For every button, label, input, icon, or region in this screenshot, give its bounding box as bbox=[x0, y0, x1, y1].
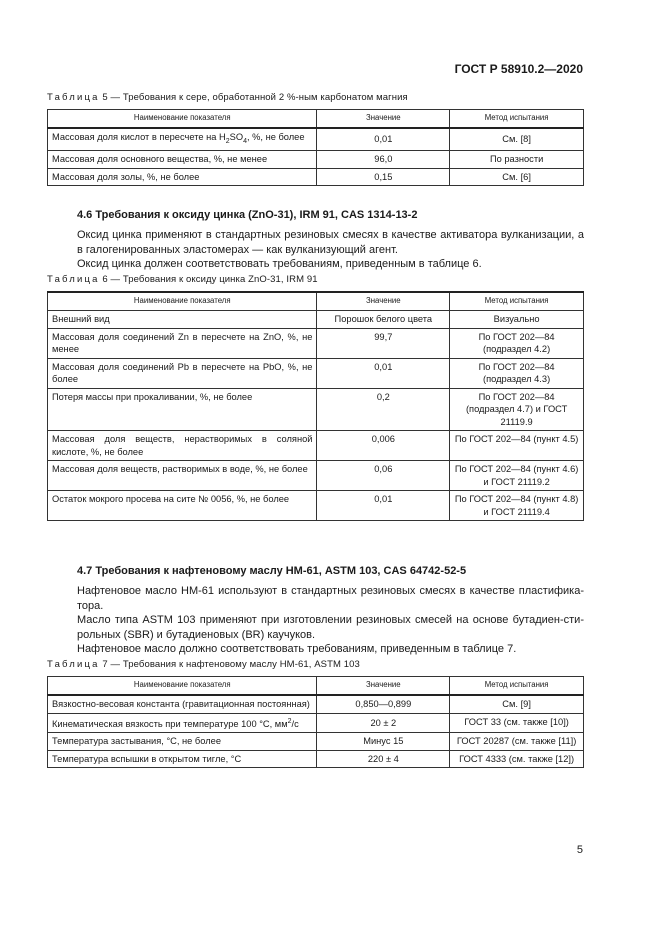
table5-caption bbox=[47, 92, 408, 103]
table5-row1-value: 0,01 bbox=[317, 128, 450, 151]
section-4-7-paragraph-1: Нафтеновое масло НМ-61 используют в стандартных резиновых смесях в качестве пластификатора. bbox=[77, 585, 584, 612]
table6-header-method: Метод испытания bbox=[450, 292, 584, 311]
document-code: ГОСТ Р 58910.2—2020 bbox=[454, 62, 583, 76]
section-4-6-paragraph-1: Оксид цинка применяют в стандартных резиновых смесях в качестве активатора вулканизации, а в галогенированных эластомерах — как вулканизующий агент. bbox=[77, 229, 584, 256]
table7-row2-value: 20 ± 2 bbox=[317, 713, 450, 733]
table5-caption-word: Таблица bbox=[47, 92, 100, 103]
table-row bbox=[48, 168, 584, 186]
table-row bbox=[48, 750, 584, 768]
table7-row3-name: Температура застывания, °С, не более bbox=[48, 733, 317, 751]
table5-header-method: Метод испытания bbox=[450, 110, 584, 129]
table6-row7-value: 0,01 bbox=[317, 491, 450, 521]
table6-header-name: Наименование показателя bbox=[48, 292, 317, 311]
table-row bbox=[48, 128, 584, 151]
table7-row2-name: Кинематическая вязкость при температуре 100 °С, $мм^2/с$ bbox=[48, 713, 317, 733]
section-4-7-title: 4.7 Требования к нафтеновому маслу НМ-61, ASTM 103, CAS 64742-52-5 bbox=[77, 565, 467, 577]
table7-caption bbox=[47, 659, 360, 670]
table6-row6-name: Массовая доля веществ, растворимых в воде, %, не более bbox=[48, 461, 317, 491]
table-row bbox=[48, 695, 584, 713]
table5-row3-value: 0,15 bbox=[317, 168, 450, 186]
section-4-6-paragraph-2: Оксид цинка должен соответствовать требованиям, приведенным в таблице 6. bbox=[77, 258, 482, 270]
table6-row2-method: По ГОСТ 202—84 (подраздел 4.2) bbox=[450, 328, 584, 358]
table6-row6-value: 0,06 bbox=[317, 461, 450, 491]
table6-row3-value: 0,01 bbox=[317, 358, 450, 388]
table7-header-value: Значение bbox=[317, 677, 450, 696]
table6-row7-name: Остаток мокрого просева на сите № 0056, %, не более bbox=[48, 491, 317, 521]
table5-row1-method: См. [8] bbox=[450, 128, 584, 151]
table7-row3-method: ГОСТ 20287 (см. также [11]) bbox=[450, 733, 584, 751]
table-row bbox=[48, 358, 584, 388]
table6 bbox=[47, 291, 584, 521]
section-4-7-paragraph-3: Нафтеновое масло должно соответствовать требованиям, приведенным в таблице 7. bbox=[77, 643, 517, 655]
table6-caption-text: 6 — Требования к оксиду цинка ZnO-31, IRM 91 bbox=[102, 274, 318, 285]
table6-row5-name: Массовая доля веществ, нерастворимых в соляной кислоте, %, не более bbox=[48, 431, 317, 461]
table7-row4-value: 220 ± 4 bbox=[317, 750, 450, 768]
table5-row3-method: См. [6] bbox=[450, 168, 584, 186]
table5-row3-name: Массовая доля золы, %, не более bbox=[48, 168, 317, 186]
table5-header-value: Значение bbox=[317, 110, 450, 129]
table-row bbox=[48, 388, 584, 431]
table5 bbox=[47, 109, 584, 186]
table7-caption-word: Таблица bbox=[47, 659, 100, 670]
table5-row1-name: Массовая доля кислот в пересчете на $H_2SO_4$, %, не более bbox=[48, 128, 317, 151]
section-4-7-paragraph-2: Масло типа ASTM 103 применяют при изготовлении резиновых смесей на основе бутадиен-стирольных (SBR) и бутадиеновых (BR) каучуков. bbox=[77, 614, 584, 641]
table5-caption-text: 5 — Требования к сере, обработанной 2 %-ным карбонатом магния bbox=[102, 92, 408, 103]
section-4-6-text bbox=[47, 228, 584, 272]
table6-row1-name: Внешний вид bbox=[48, 311, 317, 329]
table7-row4-method: ГОСТ 4333 (см. также [12]) bbox=[450, 750, 584, 768]
table6-caption bbox=[47, 274, 318, 285]
table7-row1-value: 0,850—0,899 bbox=[317, 695, 450, 713]
table5-row2-name: Массовая доля основного вещества, %, не менее bbox=[48, 151, 317, 169]
table-row bbox=[48, 461, 584, 491]
table7-row1-method: См. [9] bbox=[450, 695, 584, 713]
table6-row5-value: 0,006 bbox=[317, 431, 450, 461]
table6-row1-value: Порошок белого цвета bbox=[317, 311, 450, 329]
table6-row6-method: По ГОСТ 202—84 (пункт 4.6) и ГОСТ 21119.2 bbox=[450, 461, 584, 491]
table5-header-name: Наименование показателя bbox=[48, 110, 317, 129]
table-row bbox=[48, 491, 584, 521]
table-row bbox=[48, 713, 584, 733]
table5-row2-value: 96,0 bbox=[317, 151, 450, 169]
table6-row3-method: По ГОСТ 202—84 (подраздел 4.3) bbox=[450, 358, 584, 388]
table6-row4-value: 0,2 bbox=[317, 388, 450, 431]
table7-header-method: Метод испытания bbox=[450, 677, 584, 696]
table7-header-name: Наименование показателя bbox=[48, 677, 317, 696]
table7-row3-value: Минус 15 bbox=[317, 733, 450, 751]
table-row bbox=[48, 151, 584, 169]
table6-caption-word: Таблица bbox=[47, 274, 100, 285]
table6-row2-value: 99,7 bbox=[317, 328, 450, 358]
table-row bbox=[48, 431, 584, 461]
table6-row7-method: По ГОСТ 202—84 (пункт 4.8) и ГОСТ 21119.4 bbox=[450, 491, 584, 521]
table6-row5-method: По ГОСТ 202—84 (пункт 4.5) bbox=[450, 431, 584, 461]
section-4-7-text bbox=[47, 584, 584, 657]
table6-row1-method: Визуально bbox=[450, 311, 584, 329]
table-row bbox=[48, 733, 584, 751]
section-4-6-title: 4.6 Требования к оксиду цинка (ZnO-31), IRM 91, CAS 1314-13-2 bbox=[77, 209, 418, 221]
table6-row2-name: Массовая доля соединений Zn в пересчете на ZnO, %, не менее bbox=[48, 328, 317, 358]
table6-row4-name: Потеря массы при прокаливании, %, не более bbox=[48, 388, 317, 431]
table-row bbox=[48, 311, 584, 329]
table7-row2-method: ГОСТ 33 (см. также [10]) bbox=[450, 713, 584, 733]
table7 bbox=[47, 676, 584, 768]
table5-row2-method: По разности bbox=[450, 151, 584, 169]
table6-header-value: Значение bbox=[317, 292, 450, 311]
table6-row4-method: По ГОСТ 202—84 (подраздел 4.7) и ГОСТ 21119.9 bbox=[450, 388, 584, 431]
page-number: 5 bbox=[576, 844, 583, 856]
table-row bbox=[48, 328, 584, 358]
table7-row1-name: Вязкостно-весовая константа (гравитационная постоянная) bbox=[48, 695, 317, 713]
table6-row3-name: Массовая доля соединений Pb в пересчете на PbO, %, не более bbox=[48, 358, 317, 388]
table7-caption-text: 7 — Требования к нафтеновому маслу НМ-61, ASTM 103 bbox=[102, 659, 360, 670]
table7-row4-name: Температура вспышки в открытом тигле, °С bbox=[48, 750, 317, 768]
